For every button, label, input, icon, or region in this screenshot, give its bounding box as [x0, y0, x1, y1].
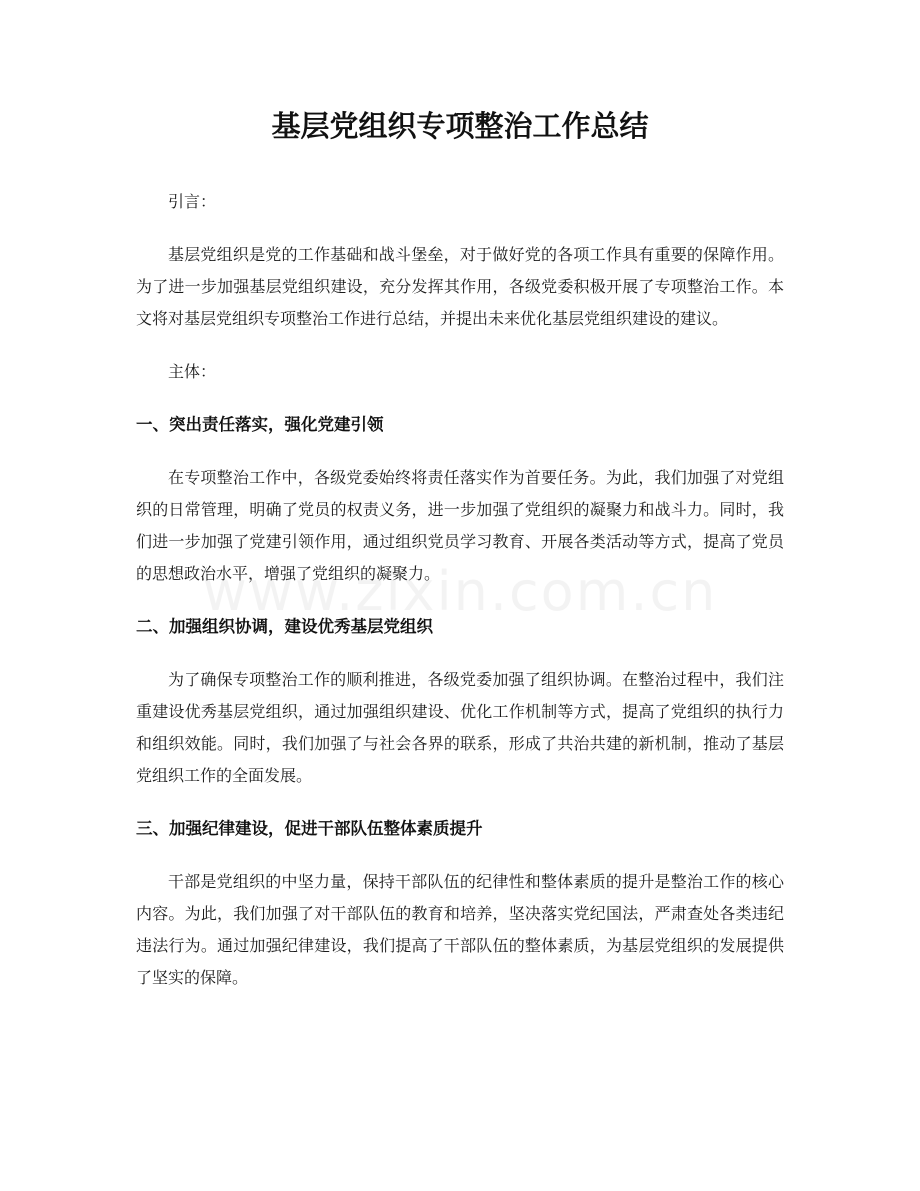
section-heading-3: 三、加强纪律建设，促进干部队伍整体素质提升 [136, 818, 483, 838]
section-heading-1: 一、突出责任落实，强化党建引领 [136, 414, 384, 434]
document-title: 基层党组织专项整治工作总结 [271, 109, 649, 143]
intro-paragraph: 基层党组织是党的工作基础和战斗堡垒，对于做好党的各项工作具有重要的保障作用。为了进一步加强基层党组织建设，充分发挥其作用，各级党委积极开展了专项整治工作。本文将对基层党组织专项整治工作进行总结，并提出未来优化基层党组织建设的建议。 [136, 244, 784, 328]
section-paragraph-3: 干部是党组织的中坚力量，保持干部队伍的纪律性和整体素质的提升是整治工作的核心内容。为此，我们加强了对干部队伍的教育和培养，坚决落实党纪国法，严肃查处各类违纪违法行为。通过加强纪律建设，我们提高了干部队伍的整体素质，为基层党组织的发展提供了坚实的保障。 [136, 871, 784, 987]
section-paragraph-2: 为了确保专项整治工作的顺利推进，各级党委加强了组织协调。在整治过程中，我们注重建设优秀基层党组织，通过加强组织建设、优化工作机制等方式，提高了党组织的执行力和组织效能。同时，我们加强了与社会各界的联系，形成了共治共建的新机制，推动了基层党组织工作的全面发展。 [136, 669, 784, 785]
section-heading-2: 二、加强组织协调，建设优秀基层党组织 [136, 616, 433, 636]
section-paragraph-1: 在专项整治工作中，各级党委始终将责任落实作为首要任务。为此，我们加强了对党组织的日常管理，明确了党员的权责义务，进一步加强了党组织的凝聚力和战斗力。同时，我们进一步加强了党建引领作用，通过组织党员学习教育、开展各类活动等方式，提高了党员的思想政治水平，增强了党组织的凝聚力。 [136, 467, 784, 583]
body-label: 主体： [168, 361, 217, 381]
intro-label: 引言： [168, 191, 217, 211]
